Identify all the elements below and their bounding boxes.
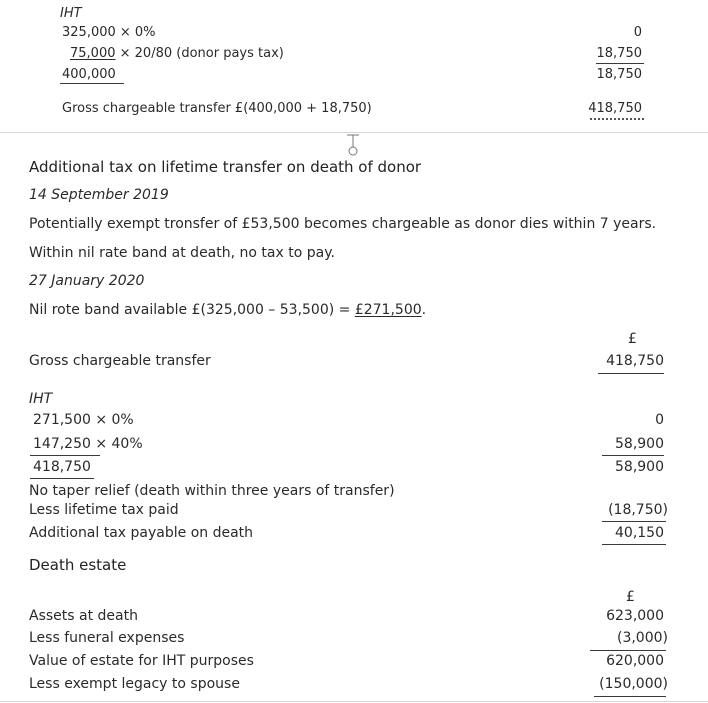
top-iht-label: IHT (60, 6, 82, 21)
iht-row2-underline (30, 455, 100, 456)
additional-tax-label: Additional tax payable on death (29, 525, 254, 541)
currency-symbol-2: £ (626, 589, 635, 605)
page-divider (0, 132, 708, 133)
top-row3-left: 400,000 (62, 67, 116, 82)
estate-row-label: Value of estate for IHT purposes (29, 653, 254, 669)
top-total-underline (60, 83, 124, 84)
additional-tax-underline (602, 544, 666, 545)
estate-row-value: 620,000 (606, 653, 664, 669)
death-estate-heading: Death estate (29, 556, 127, 574)
gct-value: 418,750 (606, 353, 664, 369)
iht-row2-left: 147,250 × 40% (33, 436, 143, 452)
less-lifetime-label: Less lifetime tax paid (29, 502, 179, 518)
top-subtotal-rule (596, 63, 644, 64)
less-lifetime-value: (18,750) (608, 502, 668, 518)
top-row2-right: 18,750 (596, 46, 642, 61)
anchor-marker-icon (346, 134, 360, 156)
nil-band-paragraph: Within nil rate band at death, no tax to pay. (29, 245, 335, 261)
gct-underline (598, 373, 664, 374)
top-row2-left-rate: × 20/80 (donor pays tax) (115, 46, 284, 61)
iht-label: IHT (29, 391, 53, 407)
estate-row-label: Assets at death (29, 608, 138, 624)
estate-row-value: (3,000) (616, 630, 668, 646)
estate-row-value: (150,000) (599, 676, 668, 692)
currency-symbol-1: £ (628, 331, 637, 347)
nrb-text: Nil rote band available £(325,000 – 53,500) = (29, 302, 355, 318)
less-lifetime-rule (602, 521, 666, 522)
nrb-value: £271,500 (354, 302, 422, 318)
top-gct-double-underline (590, 118, 644, 120)
top-row2-left-amount: 75,000 (70, 46, 116, 61)
pet-paragraph: Potentially exempt tronsfer of £53,500 becomes chargeable as donor dies within 7 years. (29, 216, 657, 232)
nrb-line (29, 302, 426, 318)
iht-row1-right: 0 (655, 412, 664, 428)
top-gct-label: Gross chargeable transfer £(400,000 + 18,750) (62, 101, 372, 116)
iht-row2-right: 58,900 (615, 436, 664, 452)
iht-subtotal-rule (602, 455, 664, 456)
top-row3-right: 18,750 (596, 67, 642, 82)
bottom-edge (0, 701, 708, 702)
additional-tax-value: 40,150 (615, 525, 664, 541)
top-row1-left: 325,000 × 0% (62, 25, 156, 40)
estate-last-rule (594, 696, 666, 697)
taper-relief-note: No taper relief (death within three years of transfer) (29, 483, 395, 499)
top-row2-left (70, 46, 284, 61)
iht-row1-left: 271,500 × 0% (33, 412, 134, 428)
iht-row3-right: 58,900 (615, 459, 664, 475)
estate-row-value: 623,000 (606, 608, 664, 624)
date-jan-2020: 27 January 2020 (29, 273, 145, 289)
nrb-end: . (421, 302, 427, 318)
section-heading: Additional tax on lifetime transfer on death of donor (29, 158, 422, 176)
iht-row3-left: 418,750 (33, 459, 91, 475)
date-sept-2019: 14 September 2019 (29, 187, 169, 203)
estate-subtotal-rule (590, 650, 666, 651)
top-row1-right: 0 (633, 25, 642, 40)
estate-row-label: Less funeral expenses (29, 630, 185, 646)
gct-label: Gross chargeable transfer (29, 353, 211, 369)
top-gct-value: 418,750 (588, 101, 642, 116)
estate-row-label: Less exempt legacy to spouse (29, 676, 240, 692)
iht-total-underline (30, 478, 94, 479)
